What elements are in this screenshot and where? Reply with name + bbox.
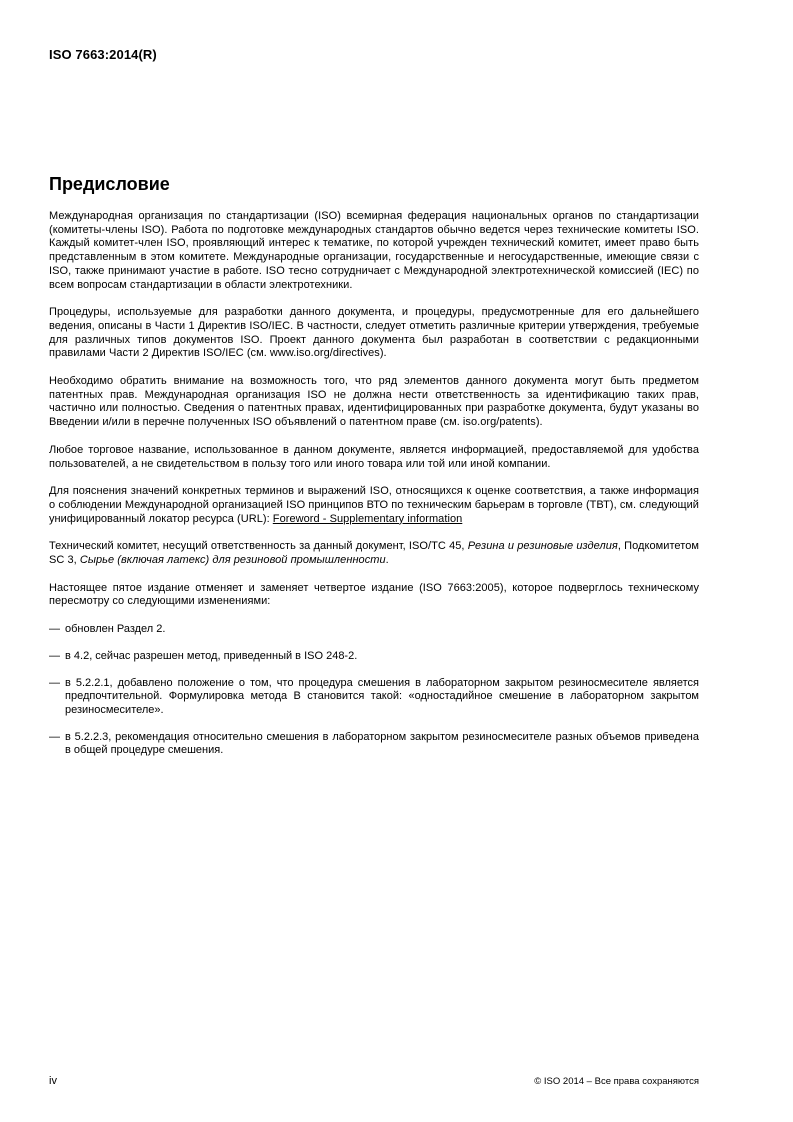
list-dash: — — [49, 730, 60, 743]
paragraph-conformity — [49, 485, 699, 526]
page-title: Предисловие — [49, 174, 170, 194]
changes-list — [49, 623, 699, 758]
paragraph-edition: Настоящее пятое издание отменяет и заменяет четвертое издание (ISO 7663:2005), которое подверглось техническому пересмотру со следующими изменениями: — [49, 581, 699, 608]
list-item-text: обновлен Раздел 2. — [65, 623, 166, 636]
list-dash: — — [49, 649, 60, 662]
page-number: iv — [49, 1075, 57, 1087]
paragraph-committee — [49, 540, 699, 567]
document-id: ISO 7663:2014(R) — [49, 47, 157, 62]
paragraph-trade-names: Любое торговое название, использованное в данном документе, является информацией, предоставляемой для удобства пользователей, а не свидетельством в пользу того или иного товара или той или иной компании. — [49, 443, 699, 470]
list-dash: — — [49, 623, 60, 636]
foreword-body — [49, 210, 699, 771]
paragraph-conformity-text: Для пояснения значений конкретных терминов и выражений ISO, относящихся к оценке соответствия, а также информация о соблюдении Международной организацией ISO принципов ВТО по техническим барьерам в торговле (ТВТ), см. следующий унифицированный локатор ресурса (URL): — [49, 485, 699, 525]
list-item — [49, 650, 699, 664]
committee-text-end: . — [385, 554, 389, 567]
list-item — [49, 731, 699, 758]
committee-text-start: Технический комитет, несущий ответственность за данный документ, ISO/TC 45, — [49, 540, 468, 553]
subcommittee-title: Сырье (включая латекс) для резиновой промышленности — [79, 554, 386, 567]
list-item — [49, 677, 699, 718]
list-dash: — — [49, 676, 60, 689]
paragraph-patents: Необходимо обратить внимание на возможность того, что ряд элементов данного документа могут быть предметом патентных прав. Международная организация ISO не должна нести ответственность за идентификацию таких прав, частично или полностью. Сведения о патентных правах, идентифицированных при разработке документа, будут указаны во Введении и/или в перечне полученных ISO объявлений о патентном праве (см. iso.org/patents). — [49, 375, 699, 429]
paragraph-procedures: Процедуры, используемые для разработки данного документа, и процедуры, предусмотренные для его дальнейшего ведения, описаны в Части 1 Директив ISO/IEC. В частности, следует отметить различные критерии утверждения, требуемые для различных типов документов ISO. Проект данного документа был разработан в соответствии с редакционными правилами Части 2 Директив ISO/IEC (см. www.iso.org/directives). — [49, 306, 699, 360]
list-item — [49, 623, 699, 637]
committee-text-middle: , Подкомитетом SC 3, — [49, 540, 699, 567]
copyright-notice: © ISO 2014 – Все права сохраняются — [534, 1076, 699, 1087]
committee-title: Резина и резиновые изделия — [467, 540, 618, 553]
foreword-supplementary-link[interactable]: Foreword - Supplementary information — [272, 512, 463, 525]
list-item-text: в 5.2.2.3, рекомендация относительно смешения в лабораторном закрытом резиносмесителе разных объемов приведена в общей процедуре смешения. — [65, 730, 699, 757]
list-item-text: в 4.2, сейчас разрешен метод, приведенный в ISO 248-2. — [65, 649, 358, 662]
list-item-text: в 5.2.2.1, добавлено положение о том, что процедура смешения в лабораторном закрытом резиносмесителе является предпочтительной. Формулировка метода В становится такой: «одностадийное смешение в лабораторном закрытом резиносмесителе». — [65, 676, 699, 716]
paragraph-iso-organization: Международная организация по стандартизации (ISO) всемирная федерация национальных органов по стандартизации (комитеты-члены ISO). Работа по подготовке международных стандартов обычно ведется через технические комитеты ISO. Каждый комитет-член ISO, проявляющий интерес к тематике, по которой учрежден технический комитет, имеет право быть представленным в этом комитете. Международные организации, государственные и негосударственные, имеющие связи с ISO, также принимают участие в работе. ISO тесно сотрудничает с Международной электротехнической комиссией (IEC) по всем вопросам стандартизации в области электротехники. — [49, 210, 699, 291]
